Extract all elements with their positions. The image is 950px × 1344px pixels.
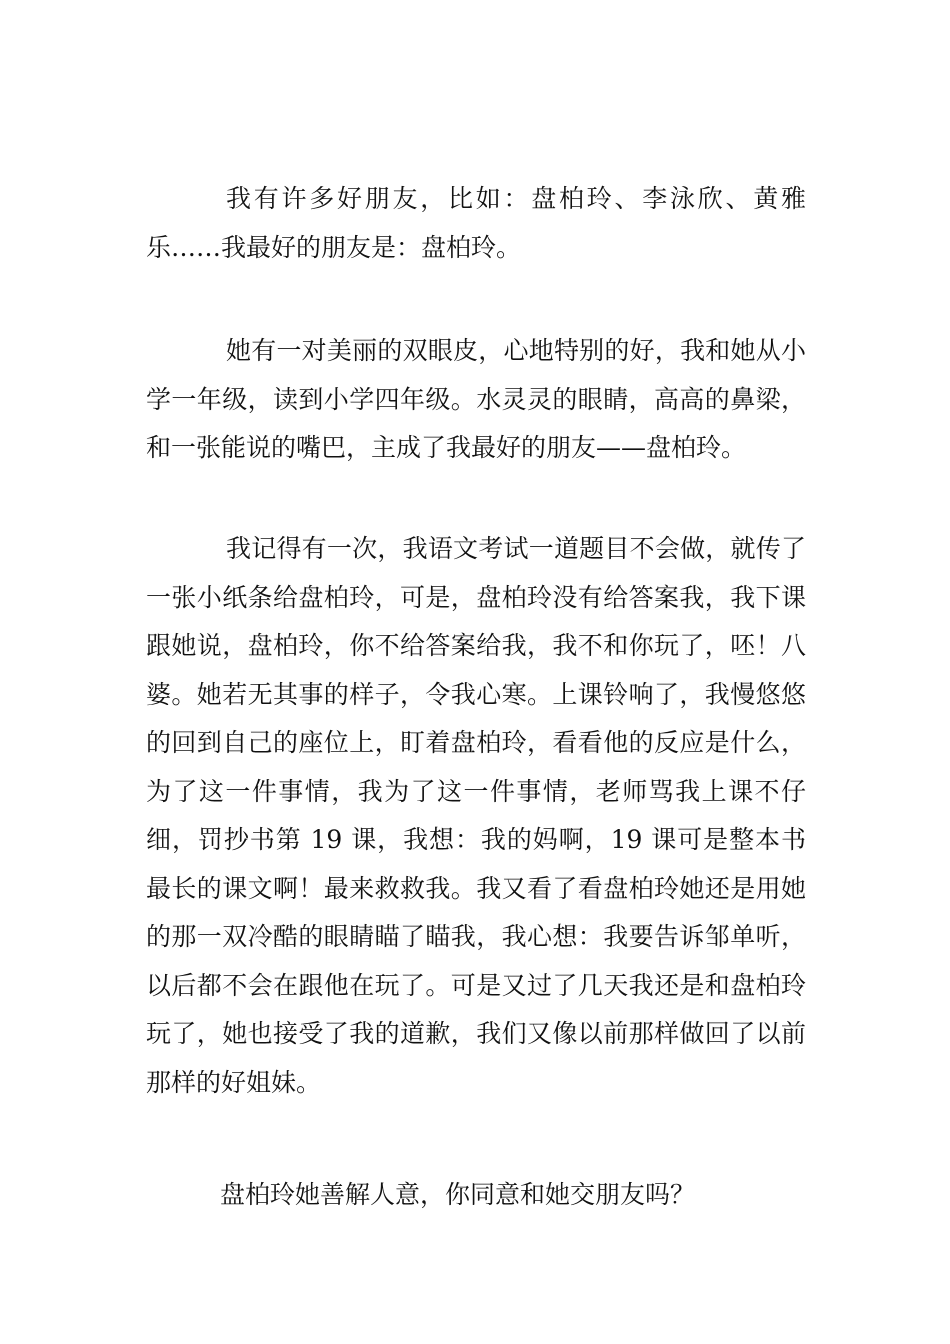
paragraph-story: 我记得有一次，我语文考试一道题目不会做，就传了一张小纸条给盘柏玲，可是，盘柏玲没有给答案我，我下课跟她说，盘柏玲，你不给答案给我，我不和你玩了，呸！八婆。她若无其事的样子，令我心寒。上课铃响了，我慢悠悠的回到自己的座位上，盯着盘柏玲，看看他的反应是什么，为了这一件事情，我为了这一件事情，老师骂我上课不仔细，罚抄书第 19 课，我想：我的妈啊，19 课可是整本书最长的课文啊！最来救救我。我又看了看盘柏玲她还是用她的那一双冷酷的眼睛瞄了瞄我，我心想：我要告诉邹单听，以后都不会在跟他在玩了。可是又过了几天我还是和盘柏玲玩了，她也接受了我的道歉，我们又像以前那样做回了以前那样的好姐妹。 bbox=[146, 534, 806, 1097]
paragraph-intro: 我有许多好朋友，比如：盘柏玲、李泳欣、黄雅乐……我最好的朋友是：盘柏玲。 bbox=[146, 184, 806, 262]
paragraph-description: 她有一对美丽的双眼皮，心地特别的好，我和她从小学一年级，读到小学四年级。水灵灵的眼睛，高高的鼻梁，和一张能说的嘴巴，主成了我最好的朋友——盘柏玲。 bbox=[146, 336, 806, 462]
paragraph-closing: 盘柏玲她善解人意，你同意和她交朋友吗？ bbox=[220, 1180, 696, 1209]
